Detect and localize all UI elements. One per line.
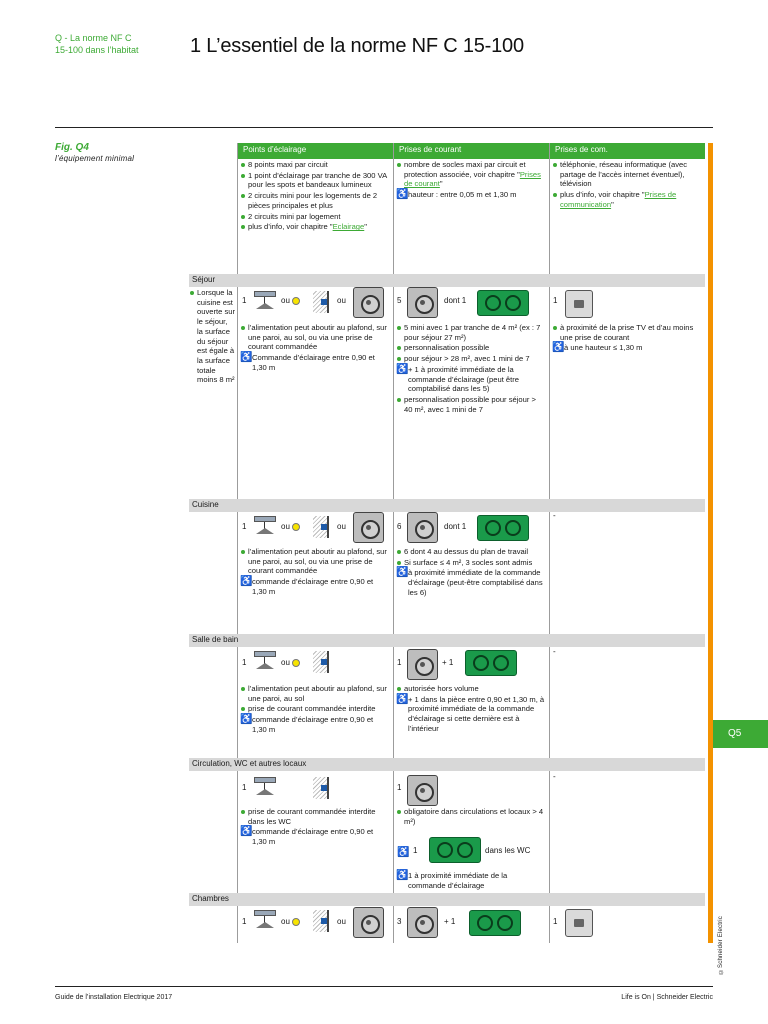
socket-icon xyxy=(407,287,438,318)
link-eclairage[interactable]: Eclairage xyxy=(332,222,365,232)
copyright-note: ©Schneider Electric xyxy=(718,916,724,975)
socket-icon xyxy=(407,649,438,680)
wall-outlet-icon xyxy=(313,651,329,673)
footer-right: Life is On | Schneider Electric xyxy=(621,994,713,1001)
list-item: 8 points maxi par circuit xyxy=(240,160,390,170)
tv-socket-icon xyxy=(565,909,593,937)
list-item: personnalisation possible pour séjour > 40 m², avec 1 mini de 7 xyxy=(396,395,546,414)
page-title: 1 L’essentiel de la norme NF C 15-100 xyxy=(190,35,524,57)
wheelchair-icon: ♿ xyxy=(552,342,565,354)
column-header-com: Prises de com. xyxy=(550,143,705,159)
sejour-socket-count: 5 xyxy=(397,296,402,305)
or-label: ou xyxy=(337,917,346,926)
socket-icon xyxy=(407,775,438,806)
list-item: l’alimentation peut aboutir au plafond, sur une paroi, au sol, ou via une prise de courant commandée xyxy=(240,547,390,576)
wall-outlet-icon xyxy=(313,516,329,538)
double-socket-icon xyxy=(477,290,529,316)
section-line-1: Q - La norme NF C xyxy=(55,33,132,43)
note-text: commande d’éclairage entre 0,90 et 1,30 m xyxy=(252,827,374,847)
list-item xyxy=(240,222,390,232)
list-item: l’alimentation peut aboutir au plafond, sur une paroi, au sol xyxy=(240,684,390,703)
ceiling-light-icon xyxy=(251,291,277,311)
circ-sockets xyxy=(396,807,546,827)
chambres-com-count: 1 xyxy=(553,917,558,926)
socket-icon xyxy=(353,907,384,938)
wheelchair-icon: ♿ xyxy=(240,576,253,588)
cuisine-lighting xyxy=(240,547,390,598)
figure-label: Fig. Q4 xyxy=(55,142,89,153)
wall-outlet-icon xyxy=(313,910,329,932)
wheelchair-icon: ♿ xyxy=(240,714,253,726)
chambres-light-count: 1 xyxy=(242,917,247,926)
section-line-2: 15-100 dans l’habitat xyxy=(55,45,139,56)
wheelchair-icon: ♿ xyxy=(396,189,409,201)
double-socket-icon xyxy=(477,515,529,541)
sejour-light-count: 1 xyxy=(242,296,247,305)
list-item: 1 point d’éclairage par tranche de 300 VA pour les spots et bandeaux lumineux xyxy=(240,171,390,190)
ceiling-light-icon xyxy=(251,910,277,930)
sejour-com xyxy=(552,323,702,354)
socket-icon xyxy=(353,512,384,543)
accessibility-note xyxy=(396,568,546,597)
info-text: nombre de socles maxi par circuit et protection associée, voir chapitre " xyxy=(404,160,526,179)
double-socket-icon xyxy=(429,837,481,863)
info-text: " xyxy=(364,222,367,232)
ceiling-light-icon xyxy=(251,651,277,671)
bulb-icon xyxy=(292,918,300,926)
bulb-icon xyxy=(292,297,300,305)
note-text: à proximité immédiate de la commande d’éclairage (peut-être comptabilisé dans les 6) xyxy=(408,568,543,597)
list-item: 5 mini avec 1 par tranche de 4 m² (ex : 7 pour séjour 27 m²) xyxy=(396,323,546,342)
list-item: autorisée hors volume xyxy=(396,684,546,694)
list-item: Si surface ≤ 4 m², 3 socles sont admis xyxy=(396,558,546,568)
circ-wc-count: 1 xyxy=(413,846,418,855)
figure-caption: l’équipement minimal xyxy=(55,154,135,163)
wheelchair-icon: ♿ xyxy=(396,567,409,579)
circ-socket-count: 1 xyxy=(397,783,402,792)
accessibility-note xyxy=(240,827,390,846)
sdb-socket-count: 1 xyxy=(397,658,402,667)
column-header-sockets: Prises de courant xyxy=(394,143,549,159)
list-item: 2 circuits mini pour les logements de 2 pièces principales et plus xyxy=(240,191,390,210)
wheelchair-icon: ♿ xyxy=(396,363,409,375)
note-text: Commande d’éclairage entre 0,90 et 1,30 m xyxy=(252,353,375,372)
sdb-light-count: 1 xyxy=(242,658,247,667)
column-divider xyxy=(393,143,394,943)
general-com xyxy=(552,160,702,211)
accessibility-note xyxy=(396,871,546,890)
room-header-salle-de-bain: Salle de bain xyxy=(189,634,705,647)
sejour-sockets xyxy=(396,323,546,415)
double-socket-icon xyxy=(469,910,521,936)
accessibility-note xyxy=(240,577,390,596)
tv-socket-icon xyxy=(565,290,593,318)
wheelchair-icon: ♿ xyxy=(396,693,409,705)
double-socket-icon xyxy=(465,650,517,676)
page-tab: Q5 xyxy=(713,720,768,748)
note-text: commande d’éclairage entre 0,90 et 1,30 m xyxy=(252,577,374,596)
socket-icon xyxy=(353,287,384,318)
list-item: obligatoire dans circulations et locaux > 4 m²) xyxy=(396,807,546,826)
sdb-com-empty: - xyxy=(553,647,556,656)
plus-label: + 1 xyxy=(442,658,454,667)
footer-left: Guide de l’installation Electrique 2017 xyxy=(55,994,173,1001)
accessibility-note xyxy=(396,695,546,734)
cuisine-com-empty: - xyxy=(553,511,556,520)
footer-divider xyxy=(55,986,713,987)
list-item: à proximité de la prise TV et d’au moins une prise de courant xyxy=(552,323,702,342)
note-text: hauteur : entre 0,05 m et 1,30 m xyxy=(408,190,517,200)
list-item: 2 circuits mini par logement xyxy=(240,212,390,222)
socket-icon xyxy=(407,512,438,543)
sejour-com-count: 1 xyxy=(553,296,558,305)
note-text: commande d’éclairage entre 0,90 et 1,30 m xyxy=(252,715,374,734)
list-item: Lorsque la cuisine est ouverte sur le séjour, la surface du séjour est égale à la surface totale moins 8 m² xyxy=(189,288,235,385)
list-item: l’alimentation peut aboutir au plafond, sur une paroi, au sol, ou via une prise de courant commandée xyxy=(240,323,390,352)
wheelchair-icon: ♿ xyxy=(240,826,253,838)
chambres-socket-count: 3 xyxy=(397,917,402,926)
circ-com-empty: - xyxy=(553,772,556,781)
link-prises-de-communication[interactable]: Prises de communication xyxy=(560,190,677,209)
room-header-cuisine: Cuisine xyxy=(189,499,705,512)
cuisine-socket-count: 6 xyxy=(397,522,402,531)
info-text: " xyxy=(611,199,614,209)
accessibility-note xyxy=(396,190,546,200)
info-text: plus d’info, voir chapitre " xyxy=(560,190,645,200)
section-accent-bar xyxy=(708,143,713,943)
list-item: téléphonie, réseau informatique (avec partage de l’accès internet éventuel), télévision xyxy=(552,160,702,189)
general-lighting xyxy=(240,160,390,233)
room-header-chambres: Chambres xyxy=(189,893,705,906)
wall-outlet-icon xyxy=(313,291,329,313)
accessibility-note xyxy=(240,715,390,734)
list-item: 6 dont 4 au dessus du plan de travail xyxy=(396,547,546,557)
wc-label: dans les WC xyxy=(485,846,531,855)
or-label: ou xyxy=(337,296,346,305)
note-text: à une hauteur ≤ 1,30 m xyxy=(564,343,643,353)
or-label: ou xyxy=(281,296,290,305)
wheelchair-icon: ♿ xyxy=(397,847,410,858)
list-item: prise de courant commandée interdite xyxy=(240,704,390,714)
note-text: + 1 dans la pièce entre 0,90 et 1,30 m, à proximité immédiate de la commande d’éclairage si cette dernière est à l’intérieur xyxy=(408,694,545,733)
wall-outlet-icon xyxy=(313,777,329,799)
section-label xyxy=(55,32,175,56)
cuisine-light-count: 1 xyxy=(242,522,247,531)
bulb-icon xyxy=(292,659,300,667)
plus-label: + 1 xyxy=(444,917,456,926)
list-item: personnalisation possible xyxy=(396,343,546,353)
accessibility-note xyxy=(240,353,390,372)
or-label: ou xyxy=(281,522,290,531)
cuisine-sockets xyxy=(396,547,546,599)
list-item: pour séjour > 28 m², avec 1 mini de 7 xyxy=(396,354,546,364)
ceiling-light-icon xyxy=(251,777,277,797)
dont-label: dont 1 xyxy=(444,296,467,305)
column-divider xyxy=(237,143,238,943)
circ-lighting xyxy=(240,807,390,848)
or-label: ou xyxy=(281,917,290,926)
accessibility-note xyxy=(552,343,702,353)
room-header-sejour: Séjour xyxy=(189,274,705,287)
column-divider xyxy=(549,143,550,943)
room-header-circulation: Circulation, WC et autres locaux xyxy=(189,758,705,771)
sdb-lighting xyxy=(240,684,390,736)
sdb-sockets xyxy=(396,684,546,735)
sejour-note xyxy=(189,288,235,386)
socket-icon xyxy=(407,907,438,938)
list-item xyxy=(552,190,702,209)
list-item: prise de courant commandée interdite dans les WC xyxy=(240,807,390,826)
link-prises-de-courant[interactable]: Prises de courant xyxy=(404,169,541,189)
bulb-icon xyxy=(292,523,300,531)
equipment-table xyxy=(189,143,705,943)
info-text: " xyxy=(439,179,443,189)
note-text: + 1 à proximité immédiate de la commande d’éclairage (peut être comptabilisé dans les 5) xyxy=(408,364,520,394)
header-divider xyxy=(55,127,713,128)
info-text: plus d’info, voir chapitre " xyxy=(248,222,333,232)
column-header-lighting: Points d’éclairage xyxy=(238,143,393,159)
wheelchair-icon: ♿ xyxy=(396,870,409,881)
accessibility-note xyxy=(396,365,546,394)
general-sockets xyxy=(396,160,546,201)
dont-label: dont 1 xyxy=(444,522,467,531)
list-item xyxy=(396,160,546,189)
wheelchair-icon: ♿ xyxy=(240,352,253,364)
or-label: ou xyxy=(281,658,290,667)
circ-light-count: 1 xyxy=(242,783,247,792)
ceiling-light-icon xyxy=(251,516,277,536)
note-text: 1 à proximité immédiate de la commande d’éclairage xyxy=(408,871,508,890)
or-label: ou xyxy=(337,522,346,531)
sejour-lighting xyxy=(240,323,390,374)
